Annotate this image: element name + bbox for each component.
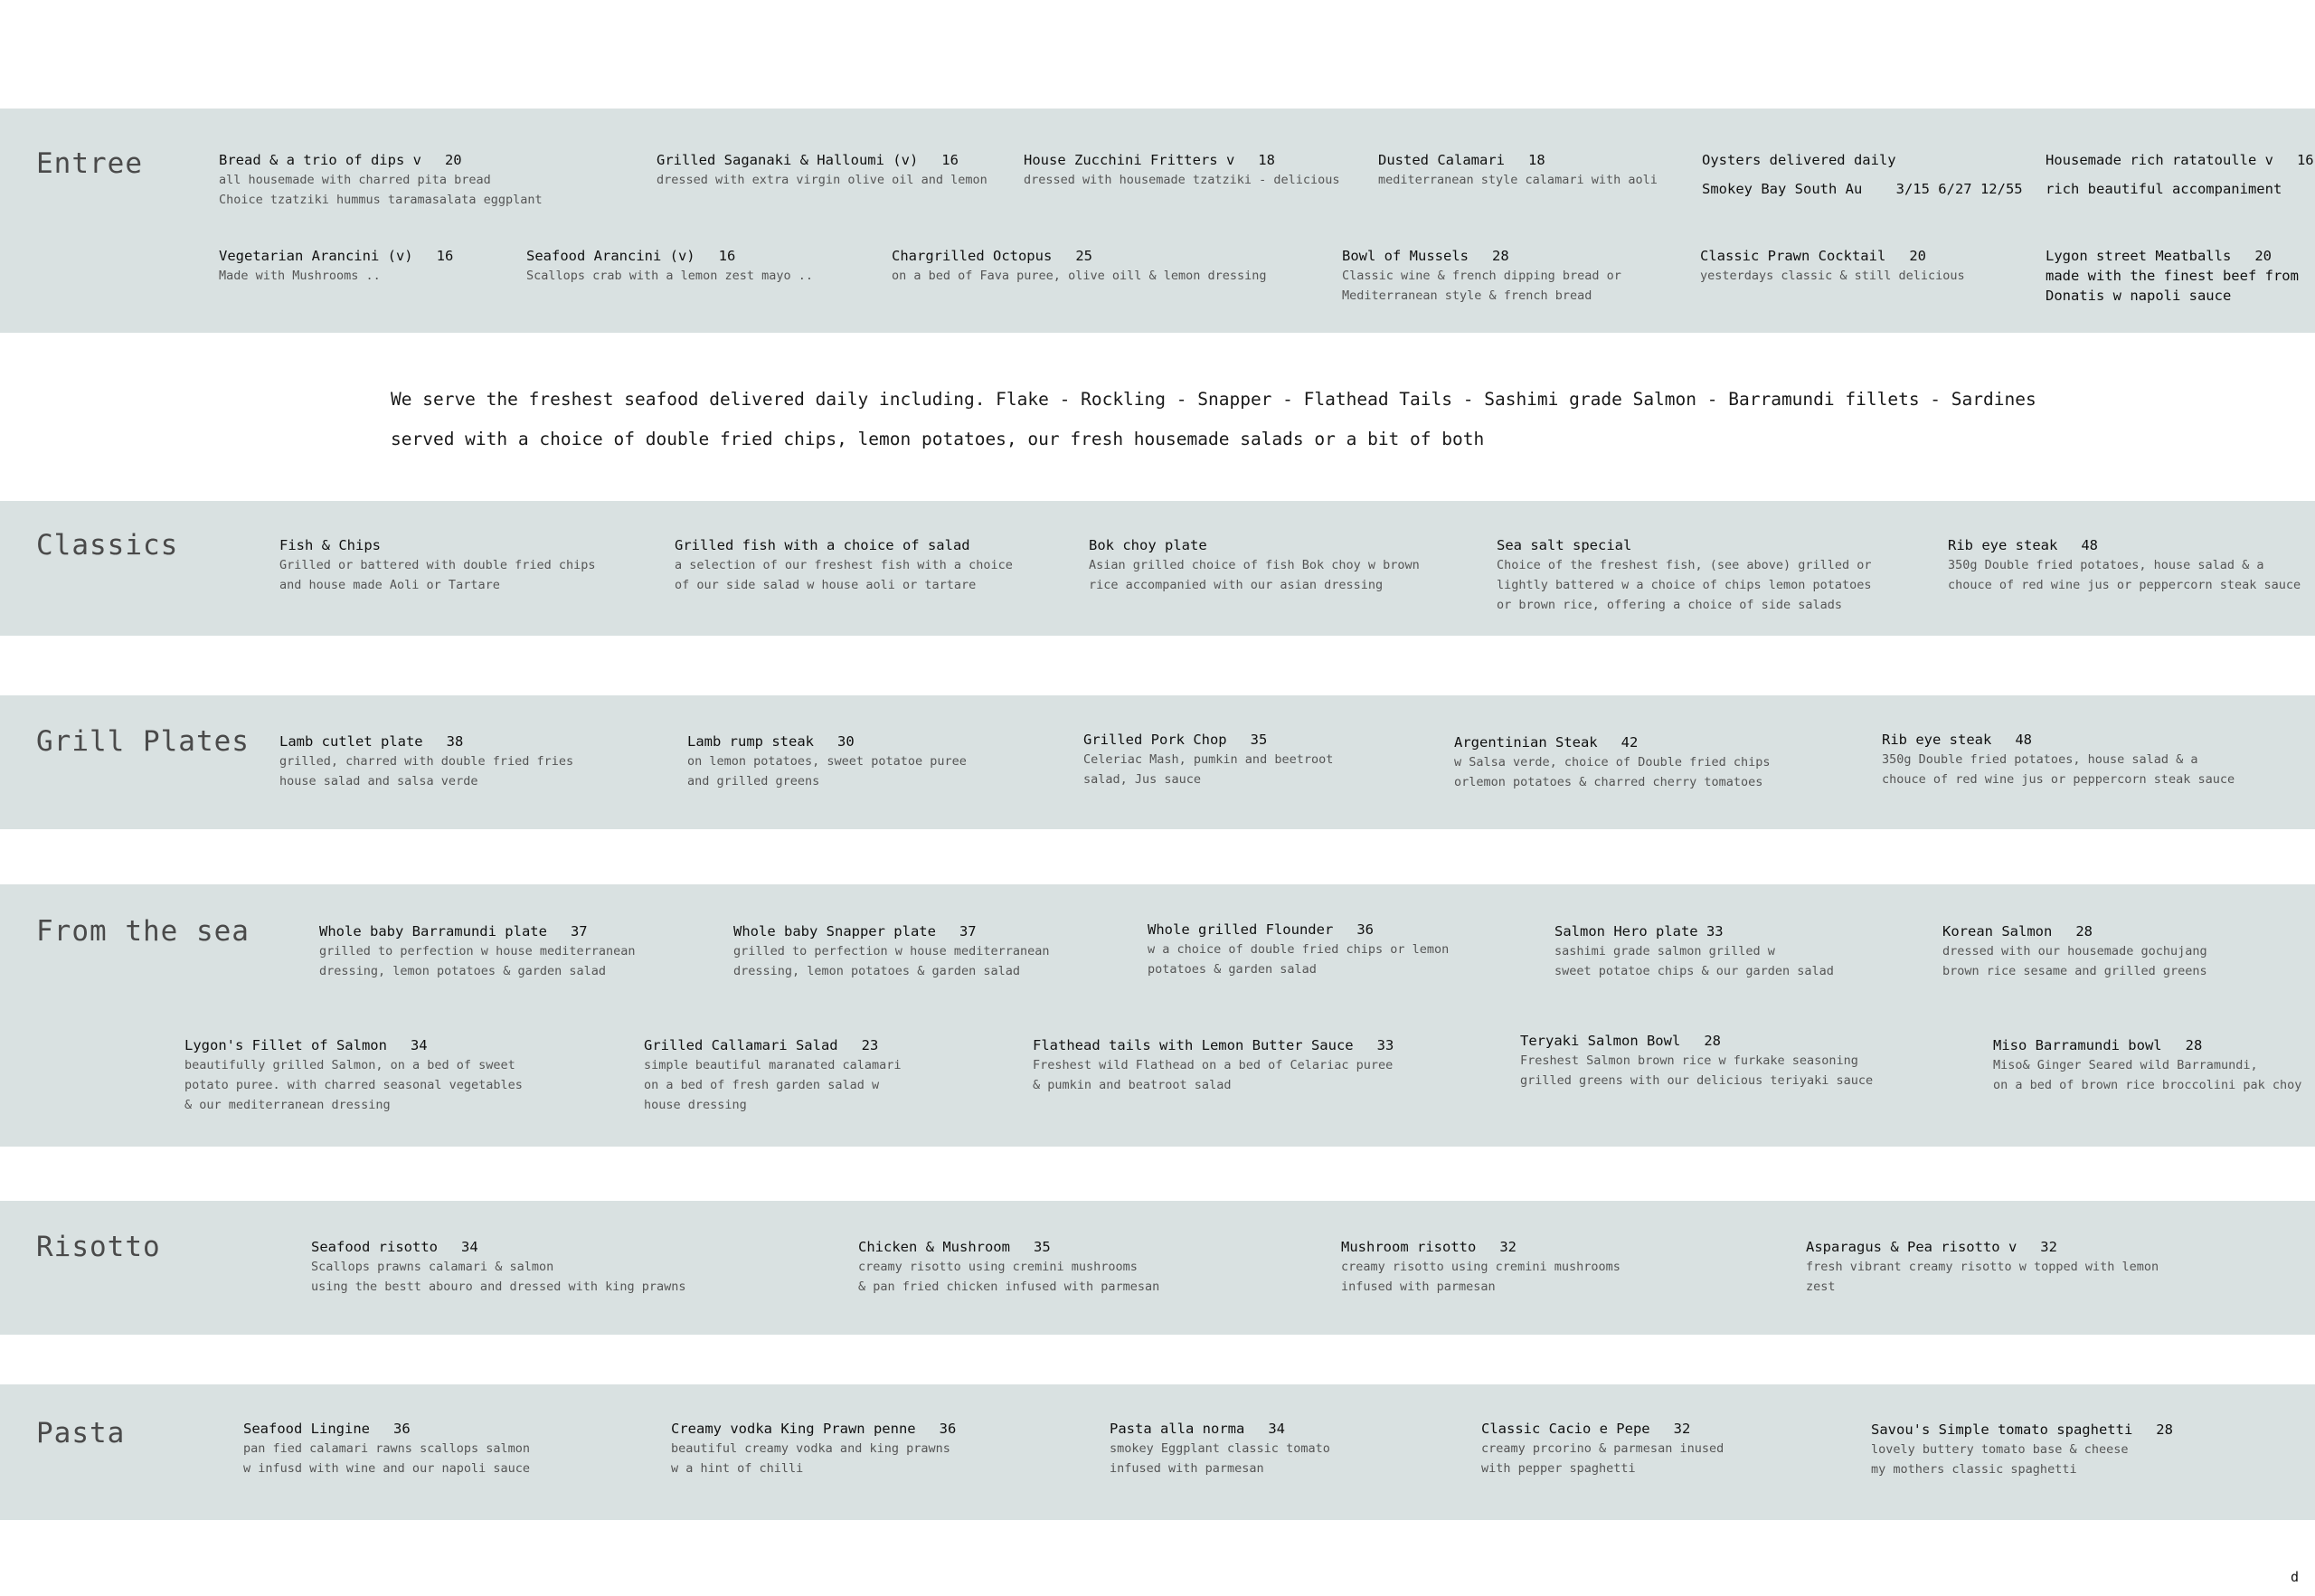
item-description: smokey Eggplant classic tomato — [1110, 1441, 1330, 1456]
item-description: made with the finest beef from — [2046, 268, 2299, 284]
item-price: 35 — [1250, 732, 1268, 748]
item-description: dressing, lemon potatoes & garden salad — [733, 964, 1020, 978]
item-description: chouce of red wine jus or peppercorn steak sauce — [1882, 772, 2235, 787]
item-description: and grilled greens — [687, 774, 820, 789]
item-name: Lamb cutlet plate — [279, 733, 423, 750]
item-description: simple beautiful maranated calamari — [644, 1058, 902, 1072]
item-description: orlemon potatoes & charred cherry tomatoes — [1454, 775, 1763, 789]
item-name: Salmon Hero plate 33 — [1554, 923, 1724, 940]
item-description: creamy risotto using cremini mushrooms — [1341, 1260, 1620, 1274]
menu-item — [1378, 150, 1658, 190]
item-description: Scallops crab with a lemon zest mayo .. — [526, 269, 813, 283]
item-name: Grilled Saganaki & Halloumi (v) — [657, 152, 919, 168]
item-name: Seafood risotto — [311, 1239, 438, 1255]
section-title-entree: Entree — [36, 147, 143, 180]
item-name: Grilled Pork Chop — [1083, 732, 1227, 748]
item-description: my mothers classic spaghetti — [1871, 1462, 2077, 1477]
menu-item — [657, 150, 987, 190]
menu-item — [644, 1035, 901, 1115]
item-description: potato puree. with charred seasonal vegetables — [184, 1078, 523, 1092]
menu-item — [1148, 920, 1449, 979]
item-description: and house made Aoli or Tartare — [279, 578, 500, 592]
item-description: of our side salad w house aoli or tartare — [675, 578, 977, 592]
item-description: dressed with extra virgin olive oil and lemon — [657, 173, 987, 187]
item-price: 48 — [2015, 732, 2032, 748]
item-name: Rib eye steak — [1882, 732, 1992, 748]
menu-item — [526, 246, 813, 286]
menu-item — [219, 246, 453, 286]
item-name: Chicken & Mushroom — [858, 1239, 1010, 1255]
item-description: 350g Double fried potatoes, house salad & a — [1948, 558, 2264, 572]
item-description: w Salsa verde, choice of Double fried chips — [1454, 755, 1771, 770]
item-description: Freshest Salmon brown rice w furkake seasoning — [1520, 1053, 1858, 1068]
menu-item — [311, 1237, 686, 1297]
item-description: on a bed of Fava puree, olive oill & lemon dressing — [892, 269, 1267, 283]
menu-item — [1341, 1237, 1620, 1297]
item-name: Miso Barramundi bowl — [1993, 1037, 2162, 1053]
item-price: 38 — [446, 733, 464, 750]
menu-item — [1942, 921, 2207, 981]
item-description: Made with Mushrooms .. — [219, 269, 381, 283]
item-name: Chargrilled Octopus — [892, 248, 1053, 264]
item-price: 32 — [1499, 1239, 1517, 1255]
menu-item — [675, 535, 1013, 595]
section-title-classics: Classics — [36, 529, 179, 562]
menu-item — [1089, 535, 1420, 595]
item-description: on a bed of brown rice broccolini pak choy — [1993, 1078, 2302, 1092]
item-price: 28 — [2075, 923, 2093, 940]
item-description: sashimi grade salmon grilled w — [1554, 944, 1775, 959]
menu-item — [1033, 1035, 1394, 1095]
item-price: 18 — [1527, 152, 1545, 168]
item-name: Sea salt special — [1497, 537, 1632, 553]
item-description: Mediterranean style & french bread — [1342, 288, 1592, 303]
menu-item — [2046, 150, 2314, 199]
item-name: Whole baby Snapper plate — [733, 923, 936, 940]
item-description: grilled to perfection w house mediterranean — [733, 944, 1050, 959]
item-description: Scallops prawns calamari & salmon — [311, 1260, 554, 1274]
item-price: 28 — [2156, 1421, 2173, 1438]
item-description: Celeriac Mash, pumkin and beetroot — [1083, 752, 1334, 767]
item-price: 36 — [939, 1421, 957, 1437]
menu-item — [1481, 1419, 1724, 1478]
menu-item — [1554, 921, 1834, 981]
item-description: a selection of our freshest fish with a choice — [675, 558, 1013, 572]
item-name: Korean Salmon — [1942, 923, 2053, 940]
menu-item — [1882, 730, 2235, 789]
item-price: 18 — [1258, 152, 1275, 168]
item-name: Bok choy plate — [1089, 537, 1207, 553]
item-description: lightly battered w a choice of chips lemon potatoes — [1497, 578, 1872, 592]
menu-item — [1110, 1419, 1330, 1478]
item-name: Grilled fish with a choice of salad — [675, 537, 970, 553]
item-description: Freshest wild Flathead on a bed of Celariac puree — [1033, 1058, 1394, 1072]
item-description: zest — [1806, 1280, 1836, 1294]
item-name: House Zucchini Fritters v — [1024, 152, 1235, 168]
item-price: 28 — [1491, 248, 1509, 264]
item-description: w a hint of chilli — [671, 1461, 804, 1476]
item-name: Lygon's Fillet of Salmon — [184, 1037, 387, 1053]
item-description: Classic wine & french dipping bread or — [1342, 269, 1621, 283]
item-description: dressing, lemon potatoes & garden salad — [319, 964, 606, 978]
item-description: Asian grilled choice of fish Bok choy w brown — [1089, 558, 1420, 572]
menu-item — [1871, 1420, 2173, 1479]
menu-item — [1024, 150, 1340, 190]
item-name: Dusted Calamari — [1378, 152, 1505, 168]
item-price: 33 — [1376, 1037, 1394, 1053]
item-price: 35 — [1033, 1239, 1051, 1255]
item-name: Creamy vodka King Prawn penne — [671, 1421, 916, 1437]
item-price: 23 — [861, 1037, 879, 1053]
item-name: Seafood Arancini (v) — [526, 248, 695, 264]
item-description: Choice tzatziki hummus taramasalata eggplant — [219, 193, 543, 207]
item-description: pan fied calamari rawns scallops salmon — [243, 1441, 530, 1456]
item-price: 28 — [2185, 1037, 2203, 1053]
item-description: mediterranean style calamari with aoli — [1378, 173, 1658, 187]
item-name: Bowl of Mussels — [1342, 248, 1469, 264]
menu-item — [1806, 1237, 2159, 1297]
item-name: Argentinian Steak — [1454, 734, 1598, 751]
menu-item — [1700, 246, 1965, 286]
menu-item — [1520, 1031, 1873, 1091]
item-price: 37 — [959, 923, 977, 940]
item-price: 34 — [1268, 1421, 1285, 1437]
item-description: house dressing — [644, 1098, 747, 1112]
menu-item — [219, 150, 543, 210]
item-price: 32 — [2040, 1239, 2057, 1255]
section-title-from-the-sea: From the sea — [36, 915, 250, 948]
item-name: Oysters delivered daily — [1702, 152, 1896, 168]
item-description: 350g Double fried potatoes, house salad & a — [1882, 752, 2198, 767]
item-price: 28 — [1704, 1033, 1721, 1049]
item-name: Seafood Lingine — [243, 1421, 370, 1437]
item-name: Flathead tails with Lemon Butter Sauce — [1033, 1037, 1354, 1053]
item-price: 36 — [1356, 921, 1374, 938]
item-description: salad, Jus sauce — [1083, 772, 1202, 787]
item-price: 16 — [2296, 152, 2314, 168]
item-name: Classic Prawn Cocktail — [1700, 248, 1886, 264]
item-price: 37 — [570, 923, 588, 940]
item-description: rich beautiful accompaniment — [2046, 181, 2282, 197]
item-description: w a choice of double fried chips or lemon — [1148, 942, 1450, 957]
item-description: house salad and salsa verde — [279, 774, 478, 789]
item-name: Whole grilled Flounder — [1148, 921, 1334, 938]
item-description: & our mediterranean dressing — [184, 1098, 391, 1112]
menu-item — [184, 1035, 523, 1115]
item-description: Grilled or battered with double fried chips — [279, 558, 596, 572]
item-price: 20 — [444, 152, 462, 168]
item-name: Fish & Chips — [279, 537, 381, 553]
item-name: Savou's Simple tomato spaghetti — [1871, 1421, 2133, 1438]
menu-item — [2046, 246, 2299, 306]
item-description: grilled, charred with double fried fries — [279, 754, 574, 769]
item-name: Teryaki Salmon Bowl — [1520, 1033, 1681, 1049]
menu-item — [687, 732, 967, 791]
item-price: 16 — [436, 248, 454, 264]
menu-item — [1083, 730, 1333, 789]
menu-item — [243, 1419, 530, 1478]
item-description: brown rice sesame and grilled greens — [1942, 964, 2207, 978]
menu-item — [1702, 150, 2023, 199]
menu-item — [892, 246, 1267, 286]
page-marker: d — [2290, 1569, 2299, 1585]
item-description: rice accompanied with our asian dressing — [1089, 578, 1384, 592]
seafood-banner-line-2: served with a choice of double fried chips, lemon potatoes, our fresh housemade salads or a bit of both — [391, 429, 1485, 449]
entree-band — [0, 109, 2315, 333]
item-description: infused with parmesan — [1110, 1461, 1264, 1476]
menu-item — [671, 1419, 956, 1478]
item-description: fresh vibrant creamy risotto w topped with lemon — [1806, 1260, 2159, 1274]
item-description: on a bed of fresh garden salad w — [644, 1078, 880, 1092]
item-description: w infusd with wine and our napoli sauce — [243, 1461, 530, 1476]
menu-item — [858, 1237, 1159, 1297]
item-description: Choice of the freshest fish, (see above) grilled or — [1497, 558, 1872, 572]
menu-item — [1342, 246, 1621, 306]
item-name: Rib eye steak — [1948, 537, 2058, 553]
item-description: dressed with our housemade gochujang — [1942, 944, 2207, 959]
item-description: potatoes & garden salad — [1148, 962, 1317, 977]
item-name: Whole baby Barramundi plate — [319, 923, 547, 940]
item-price: 32 — [1673, 1421, 1691, 1437]
item-price: 34 — [410, 1037, 428, 1053]
item-description: using the bestt abouro and dressed with king prawns — [311, 1280, 686, 1294]
item-name: Classic Cacio e Pepe — [1481, 1421, 1650, 1437]
menu-item — [279, 535, 596, 595]
item-name: Vegetarian Arancini (v) — [219, 248, 413, 264]
menu-item — [1993, 1035, 2301, 1095]
item-name: Lygon street Meatballs — [2046, 248, 2232, 264]
item-description: dressed with housemade tzatziki - delicious — [1024, 173, 1340, 187]
item-description: Smokey Bay South Au 3/15 6/27 12/55 — [1702, 181, 2023, 197]
item-description: beautiful creamy vodka and king prawns — [671, 1441, 950, 1456]
item-price: 36 — [392, 1421, 411, 1437]
item-name: Bread & a trio of dips v — [219, 152, 421, 168]
item-name: Pasta alla norma — [1110, 1421, 1245, 1437]
section-title-grill-plates: Grill Plates — [36, 725, 250, 758]
item-description: or brown rice, offering a choice of side salads — [1497, 598, 1843, 612]
item-description: Donatis w napoli sauce — [2046, 288, 2232, 304]
item-description: beautifully grilled Salmon, on a bed of sweet — [184, 1058, 515, 1072]
item-price: 48 — [2081, 537, 2098, 553]
item-description: creamy prcorino & parmesan inused — [1481, 1441, 1724, 1456]
item-description: chouce of red wine jus or peppercorn steak sauce — [1948, 578, 2301, 592]
section-title-pasta: Pasta — [36, 1417, 126, 1450]
seafood-banner-line-1: We serve the freshest seafood delivered daily including. Flake - Rockling - Snapper - Flathead Tails - Sashimi grade Salmon - Barramundi fillets - Sardines — [391, 389, 2036, 410]
item-price: 25 — [1075, 248, 1092, 264]
item-name: Grilled Callamari Salad — [644, 1037, 838, 1053]
menu-item — [733, 921, 1050, 981]
item-name: Lamb rump steak — [687, 733, 814, 750]
menu-item — [319, 921, 636, 981]
menu-item — [1948, 535, 2301, 595]
item-name: Asparagus & Pea risotto v — [1806, 1239, 2017, 1255]
item-price: 20 — [1909, 248, 1926, 264]
item-name: Housemade rich ratatoulle v — [2046, 152, 2273, 168]
section-title-risotto: Risotto — [36, 1231, 161, 1263]
menu-item — [279, 732, 573, 791]
item-name: Mushroom risotto — [1341, 1239, 1477, 1255]
item-description: lovely buttery tomato base & cheese — [1871, 1442, 2129, 1457]
item-description: & pumkin and beatroot salad — [1033, 1078, 1232, 1092]
menu-item — [1454, 732, 1771, 792]
item-description: creamy risotto using cremini mushrooms — [858, 1260, 1138, 1274]
item-description: sweet potatoe chips & our garden salad — [1554, 964, 1834, 978]
item-description: infused with parmesan — [1341, 1280, 1496, 1294]
menu-item — [1497, 535, 1872, 615]
item-description: & pan fried chicken infused with parmesan — [858, 1280, 1160, 1294]
item-description: yesterdays classic & still delicious — [1700, 269, 1965, 283]
item-description: on lemon potatoes, sweet potatoe puree — [687, 754, 967, 769]
item-price: 42 — [1620, 734, 1639, 751]
item-description: all housemade with charred pita bread — [219, 173, 491, 187]
item-description: grilled to perfection w house mediterranean — [319, 944, 636, 959]
item-price: 16 — [718, 248, 736, 264]
item-description: with pepper spaghetti — [1481, 1461, 1636, 1476]
item-price: 16 — [941, 152, 959, 168]
item-price: 34 — [460, 1239, 478, 1255]
item-price: 30 — [836, 733, 855, 750]
item-price: 20 — [2254, 248, 2272, 264]
item-description: grilled greens with our delicious teriyaki sauce — [1520, 1073, 1874, 1088]
item-description: Miso& Ginger Seared wild Barramundi, — [1993, 1058, 2258, 1072]
